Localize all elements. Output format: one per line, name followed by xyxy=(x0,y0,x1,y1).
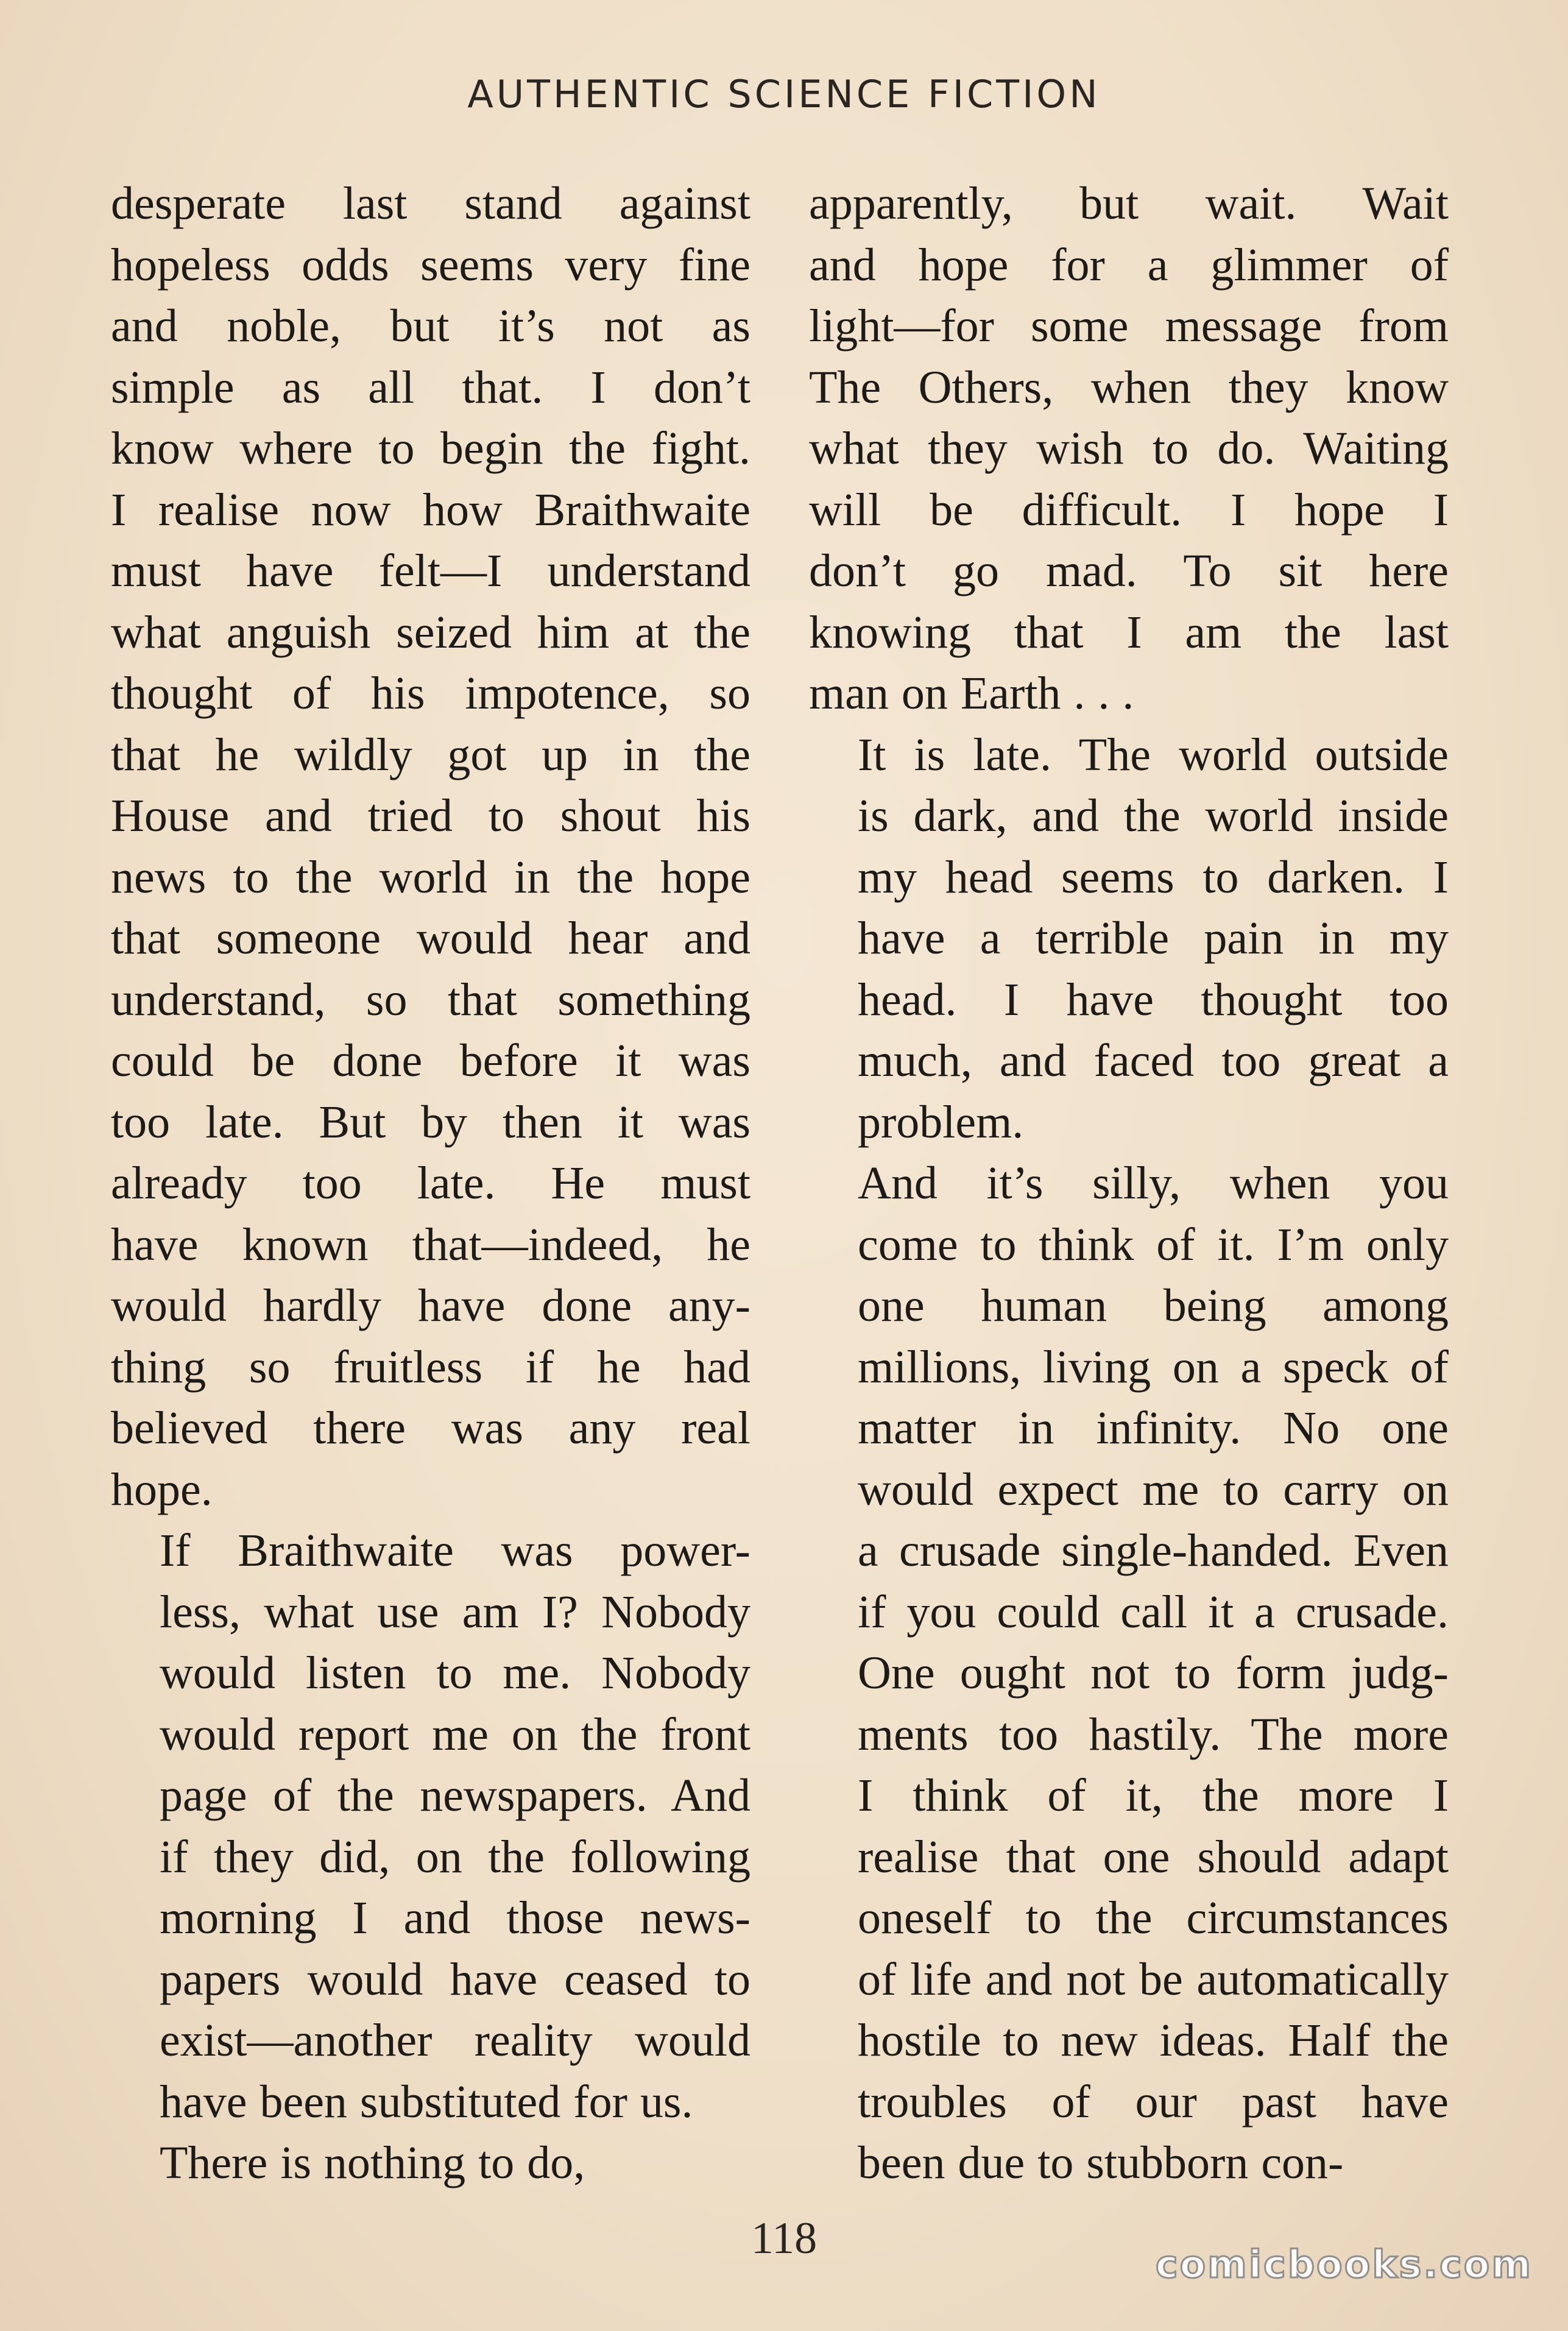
text-line: I think of it, the more I xyxy=(858,1770,1449,1821)
paragraph xyxy=(111,2132,750,2194)
text-line: of life and not be automatically xyxy=(858,1953,1449,2005)
text-line: if they did, on the following xyxy=(160,1831,750,1883)
text-line: must have felt—I understand xyxy=(111,545,750,596)
text-line: my head seems to darken. I xyxy=(858,851,1449,903)
text-line: already too late. He must xyxy=(111,1158,750,1209)
text-line: have a terrible pain in my xyxy=(858,913,1449,964)
text-line: man on Earth . . . xyxy=(809,668,1134,719)
paragraph xyxy=(809,724,1449,1153)
text-line: thing so fruitless if he had xyxy=(111,1341,750,1393)
text-line: don’t go mad. To sit here xyxy=(809,545,1449,596)
text-line: matter in infinity. No one xyxy=(858,1402,1449,1454)
text-line: would hardly have done any- xyxy=(111,1280,750,1331)
text-line: troubles of our past have xyxy=(858,2076,1449,2128)
text-line: been due to stubborn con- xyxy=(858,2137,1344,2188)
text-line: millions, living on a speck of xyxy=(858,1341,1449,1393)
text-line: papers would have ceased to xyxy=(160,1953,750,2005)
running-head: AUTHENTIC SCIENCE FICTION xyxy=(467,72,1101,116)
text-line: hope. xyxy=(111,1463,213,1515)
text-line: and hope for a glimmer of xyxy=(809,239,1449,291)
text-line: oneself to the circumstances xyxy=(858,1892,1449,1944)
text-line: morning I and those news- xyxy=(160,1892,750,1944)
text-line: head. I have thought too xyxy=(858,974,1449,1025)
text-line: hopeless odds seems very fine xyxy=(111,239,750,291)
paragraph xyxy=(111,1520,750,2132)
text-line: less, what use am I? Nobody xyxy=(160,1586,750,1638)
text-line: light—for some message from xyxy=(809,300,1449,352)
text-line: There is nothing to do, xyxy=(160,2137,585,2188)
text-line: know where to begin the fight. xyxy=(111,423,750,474)
text-line: and noble, but it’s not as xyxy=(111,300,750,352)
text-line: simple as all that. I don’t xyxy=(111,361,750,413)
text-line: news to the world in the hope xyxy=(111,851,750,903)
text-line: hostile to new ideas. Half the xyxy=(858,2015,1449,2066)
paragraph xyxy=(111,173,750,1520)
text-line: House and tried to shout his xyxy=(111,790,750,841)
text-line: exist—another reality would xyxy=(160,2015,750,2066)
text-line: And it’s silly, when you xyxy=(858,1158,1449,1209)
text-line: page of the newspapers. And xyxy=(160,1770,750,1821)
text-line: would expect me to carry on xyxy=(858,1463,1449,1515)
text-line: much, and faced too great a xyxy=(858,1035,1449,1086)
text-line: The Others, when they know xyxy=(809,361,1449,413)
text-line: desperate last stand against xyxy=(111,178,750,229)
text-line: I realise now how Braithwaite xyxy=(111,484,750,536)
text-line: One ought not to form judg- xyxy=(858,1647,1449,1699)
text-line: realise that one should adapt xyxy=(858,1831,1449,1883)
left-column xyxy=(111,173,750,2194)
text-line: It is late. The world outside xyxy=(858,729,1449,780)
text-line: come to think of it. I’m only xyxy=(858,1219,1449,1270)
text-line: knowing that I am the last xyxy=(809,606,1449,658)
text-line: a crusade single-handed. Even xyxy=(858,1525,1449,1576)
text-line: too late. But by then it was xyxy=(111,1096,750,1148)
text-line: what anguish seized him at the xyxy=(111,606,750,658)
paragraph xyxy=(809,1153,1449,2194)
text-line: problem. xyxy=(858,1096,1024,1148)
text-line: that someone would hear and xyxy=(111,913,750,964)
text-line: believed there was any real xyxy=(111,1402,750,1454)
watermark-logo: comicbooks.com xyxy=(1155,2242,1533,2287)
text-line: will be difficult. I hope I xyxy=(809,484,1449,536)
text-line: if you could call it a crusade. xyxy=(858,1586,1449,1638)
text-line: have been substituted for us. xyxy=(160,2076,693,2128)
right-column xyxy=(809,173,1449,2194)
page-number: 118 xyxy=(750,2213,818,2263)
text-line: have known that—indeed, he xyxy=(111,1219,750,1270)
text-line: understand, so that something xyxy=(111,974,750,1025)
text-line: thought of his impotence, so xyxy=(111,668,750,719)
text-line: that he wildly got up in the xyxy=(111,729,750,780)
text-line: is dark, and the world inside xyxy=(858,790,1449,841)
text-line: If Braithwaite was power- xyxy=(160,1525,750,1576)
text-line: would listen to me. Nobody xyxy=(160,1647,750,1699)
text-line: ments too hastily. The more xyxy=(858,1708,1449,1760)
text-line: what they wish to do. Waiting xyxy=(809,423,1449,474)
text-line: would report me on the front xyxy=(160,1708,750,1760)
text-line: apparently, but wait. Wait xyxy=(809,178,1449,229)
paragraph xyxy=(809,173,1449,724)
text-line: one human being among xyxy=(858,1280,1449,1331)
text-line: could be done before it was xyxy=(111,1035,750,1086)
